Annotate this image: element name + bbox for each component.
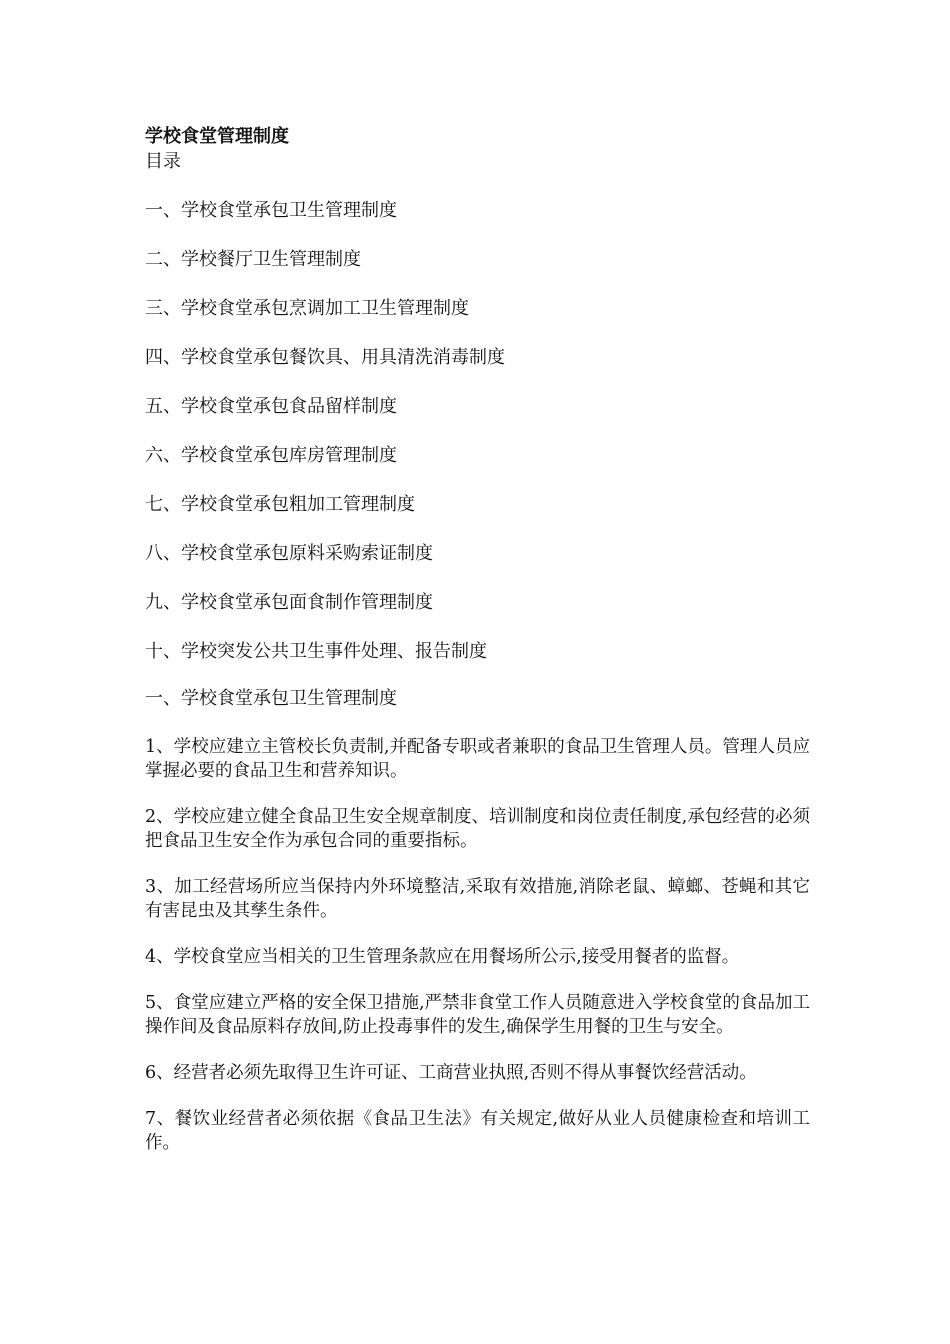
paragraph: 6、经营者必须先取得卫生许可证、工商营业执照,否则不得从事餐饮经营活动。	[145, 1063, 757, 1083]
paragraph: 7、餐饮业经营者必须依据《食品卫生法》有关规定,做好从业人员健康检查和培训工作。	[145, 1109, 810, 1153]
toc-item: 八、学校食堂承包原料采购索证制度	[145, 543, 433, 564]
toc-item: 六、学校食堂承包库房管理制度	[145, 445, 397, 466]
paragraph: 1、学校应建立主管校长负责制,并配备专职或者兼职的食品卫生管理人员。管理人员应掌握必要的食品卫生和营养知识。	[145, 737, 810, 781]
toc-item: 十、学校突发公共卫生事件处理、报告制度	[145, 641, 487, 662]
toc-item: 一、学校食堂承包卫生管理制度	[145, 200, 397, 221]
paragraph: 2、学校应建立健全食品卫生安全规章制度、培训制度和岗位责任制度,承包经营的必须把食品卫生安全作为承包合同的重要指标。	[145, 807, 810, 851]
toc-item: 三、学校食堂承包烹调加工卫生管理制度	[145, 298, 469, 319]
document-title: 学校食堂管理制度	[145, 126, 289, 147]
toc-item: 七、学校食堂承包粗加工管理制度	[145, 494, 415, 515]
paragraph: 5、食堂应建立严格的安全保卫措施,严禁非食堂工作人员随意进入学校食堂的食品加工操作间及食品原料存放间,防止投毒事件的发生,确保学生用餐的卫生与安全。	[145, 993, 810, 1037]
table-of-contents	[145, 198, 505, 688]
toc-item: 二、学校餐厅卫生管理制度	[145, 249, 361, 270]
toc-item: 九、学校食堂承包面食制作管理制度	[145, 592, 433, 613]
section-body	[145, 735, 810, 1177]
toc-item: 四、学校食堂承包餐饮具、用具清洗消毒制度	[145, 347, 505, 368]
toc-item: 五、学校食堂承包食品留样制度	[145, 396, 397, 417]
paragraph: 4、学校食堂应当相关的卫生管理条款应在用餐场所公示,接受用餐者的监督。	[145, 947, 740, 967]
toc-heading: 目录	[145, 151, 181, 172]
section-heading: 一、学校食堂承包卫生管理制度	[145, 688, 397, 709]
paragraph: 3、加工经营场所应当保持内外环境整洁,采取有效措施,消除老鼠、蟑螂、苍蝇和其它有害昆虫及其孳生条件。	[145, 877, 810, 921]
